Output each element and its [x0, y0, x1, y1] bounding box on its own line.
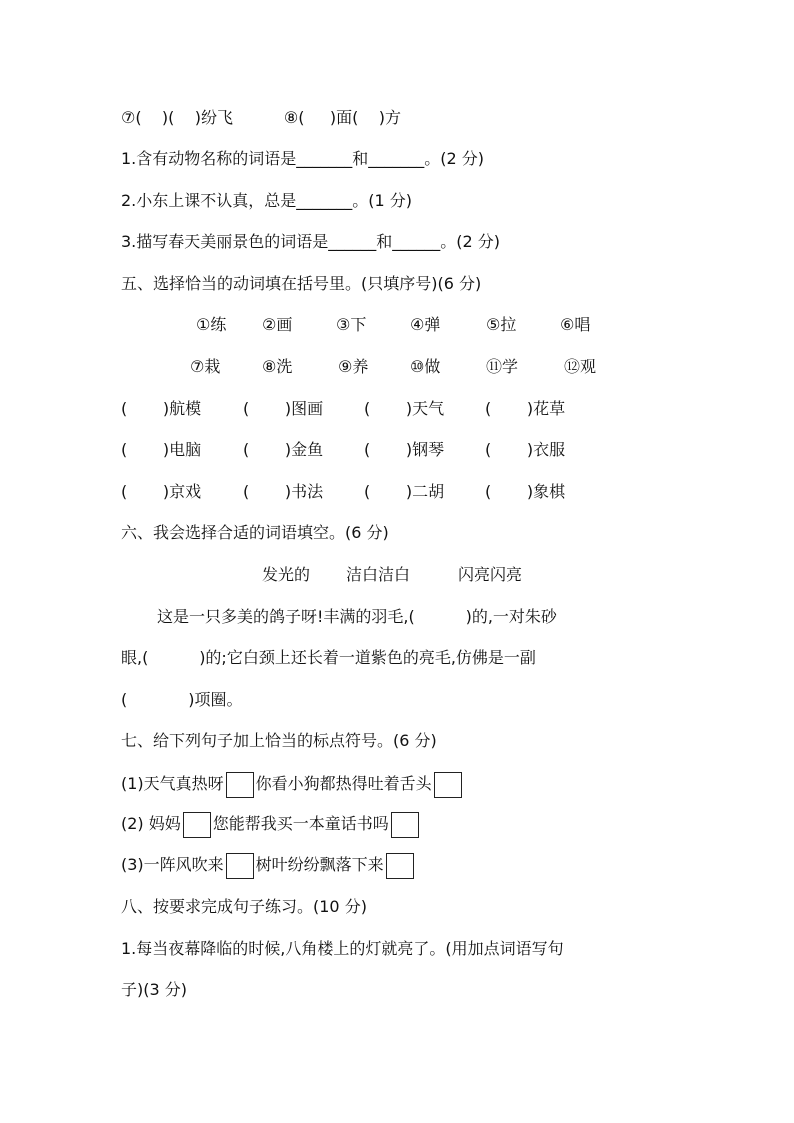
sentence-text: (1)天气真热呀	[121, 774, 224, 793]
fill-blank-item: ( )天气	[364, 399, 445, 418]
sentence-text: 树叶纷纷飘落下来	[255, 855, 384, 874]
punctuation-box[interactable]	[391, 812, 419, 838]
punctuation-box[interactable]	[226, 772, 254, 798]
question-2: 2.小东上课不认真，总是_______。(1 分)	[121, 191, 413, 210]
fill-blank-item: ( )京戏	[121, 482, 202, 501]
punctuation-box[interactable]	[434, 772, 462, 798]
fill-blank-item: ( )二胡	[364, 482, 445, 501]
sentence-text: 你看小狗都热得吐着舌头	[255, 774, 432, 793]
verb-option: ⑩做	[410, 357, 441, 376]
punctuation-sentence-1	[121, 769, 464, 799]
passage-line-3: ( )项圈。	[121, 690, 243, 709]
sentence-text: (3)一阵风吹来	[121, 855, 224, 874]
punctuation-box[interactable]	[386, 853, 414, 879]
section-8-title: 八、按要求完成句子练习。(10 分)	[121, 897, 367, 916]
sentence-text: 您能帮我买一本童话书吗	[212, 814, 389, 833]
section-7-title: 七、给下列句子加上恰当的标点符号。(6 分)	[121, 731, 437, 750]
fill-blank-item: ( )书法	[243, 482, 324, 501]
punctuation-box[interactable]	[183, 812, 211, 838]
fill-blank-item: ( )钢琴	[364, 440, 445, 459]
verb-option: ④弹	[410, 315, 441, 334]
fill-blank-item: ( )图画	[243, 399, 324, 418]
word-choice: 发光的	[262, 565, 311, 584]
punctuation-sentence-2	[121, 809, 421, 839]
section-8-question-1: 1.每当夜幕降临的时候,八角楼上的灯就亮了。(用加点词语写句	[121, 939, 564, 958]
verb-option: ②画	[262, 315, 293, 334]
fill-blank-item: ( )金鱼	[243, 440, 324, 459]
punctuation-box[interactable]	[226, 853, 254, 879]
verb-option: ⑦栽	[190, 357, 221, 376]
section-6-title: 六、我会选择合适的词语填空。(6 分)	[121, 523, 389, 542]
sentence-text: (2) 妈妈	[121, 814, 181, 833]
verb-option: ①练	[196, 315, 227, 334]
question-3: 3.描写春天美丽景色的词语是______和______。(2 分)	[121, 232, 501, 251]
section-5-title: 五、选择恰当的动词填在括号里。(只填序号)(6 分)	[121, 274, 482, 293]
passage-line-1: 这是一只多美的鸽子呀!丰满的羽毛,( )的,一对朱砂	[157, 607, 557, 626]
verb-option: ⑧洗	[262, 357, 293, 376]
passage-line-2: 眼,( )的;它白颈上还长着一道紫色的亮毛,仿佛是一副	[121, 648, 536, 667]
fill-blank-item: ( )花草	[485, 399, 566, 418]
verb-option: ⑫观	[564, 357, 597, 376]
section-8-question-1-cont: 子)(3 分)	[121, 980, 187, 999]
verb-option: ⑨养	[338, 357, 369, 376]
verb-option: ⑪学	[486, 357, 519, 376]
question-1: 1.含有动物名称的词语是_______和_______。(2 分)	[121, 149, 485, 168]
verb-option: ⑥唱	[560, 315, 591, 334]
fill-blank-item: ( )电脑	[121, 440, 202, 459]
verb-option: ⑤拉	[486, 315, 517, 334]
word-choice: 闪亮闪亮	[458, 565, 523, 584]
word-choice: 洁白洁白	[346, 565, 411, 584]
exercise-line-7-8: ⑦( )( )纷飞 ⑧( )面( )方	[121, 108, 401, 127]
fill-blank-item: ( )象棋	[485, 482, 566, 501]
fill-blank-item: ( )衣服	[485, 440, 566, 459]
punctuation-sentence-3	[121, 850, 416, 880]
fill-blank-item: ( )航模	[121, 399, 202, 418]
verb-option: ③下	[336, 315, 367, 334]
